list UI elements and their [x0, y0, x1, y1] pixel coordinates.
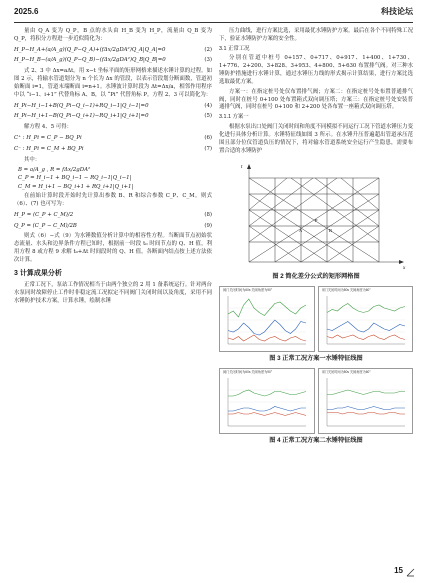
paragraph: 其中： [24, 156, 41, 163]
chart-title: 阀门关闭时间为60s 关阀角度为90° [223, 370, 273, 375]
equation-4: H_Pi−H_i−1+B(Q_Pi−Q_i−1)+RQ_i−1|Q_i−1|=0 (4) [14, 102, 212, 109]
series-line [327, 413, 405, 415]
series-line [228, 407, 306, 412]
figure-3 [219, 286, 413, 352]
characteristic-grid-diagram [219, 158, 413, 270]
chart-svg [222, 294, 310, 350]
paragraph: 分别在管道中桩号 0+157、0+717、0+917、1+400、1+730、1+776、2+200、3+828、3+953、4+800、5+630 布置排气阀。对三种水锤防护措施进行水锤计算，通过水锤压力线的形式揭示计算结果，进行方案比选选取最优方案。 [219, 55, 413, 85]
chart-panel [318, 286, 414, 352]
paragraph: 正常工况下，泵站工作情况相当于由两个独立的 2 用 1 备系统运行。针对两台水泵同时故障停止工作时非稳定流工况拟定不同阀门关闭时间以及角度，采用不同水锤防护技术方案，计算水锤，绘制水锤 [14, 281, 212, 304]
left-column [14, 28, 212, 307]
paragraph: 则式（6）−式（9）为水锤数值分析计算中的相容性方程。当断面节点初始状态流量、水头和边界条件方程已知时，根据前一时段 t₀ 时间节点的 Q、H 值，利用方程 8 或方程 9 求解 t₀+Δt 时间段时的 Q、H 值。各断面内结点按上述方法依次计算。 [14, 233, 212, 263]
series-line [327, 390, 405, 395]
figure-4-caption: 图 4 正常工况方案二水锤特征线图 [269, 437, 363, 445]
subsection-heading: 3.1.1 方案一 [219, 114, 249, 121]
issue-number: 2025.6 [14, 7, 39, 16]
series-line [327, 322, 405, 333]
subsection-heading: 3.1 正常工况 [219, 45, 250, 52]
series-line [327, 335, 405, 340]
axis-label-x: x [403, 266, 406, 271]
column-name: 科技论坛 [381, 7, 413, 16]
paragraph: 压力曲线，进行方案比选，采用最优水锤防护方案。最后在各个不同特殊工况下，验证水锤防护方案的安全性。 [219, 28, 413, 42]
equation-7: C⁻ : H_Pi = C_M + BQ_Pi (7) [14, 145, 212, 152]
equation-2: H_P−H_A+(a/A_g)(Q_P−Q_A)+(fΔx/2gDA²)Q_A|Q_A|=0 (2) [14, 46, 212, 53]
series-line [228, 335, 306, 341]
series-line [327, 407, 405, 410]
chart-svg [321, 376, 409, 432]
page-header [14, 6, 413, 18]
chart-title: 阀门关闭时间为60s 关阀角度为90° [223, 288, 273, 293]
equation-8: H_P = (C_P + C_M)/2 (8) [14, 211, 212, 218]
paragraph: 在前始计算时段开始时先计算出参数 B、R 和综合参数 C_P、C_M。则式（6）、(7) 也可写为： [14, 193, 212, 207]
node-label-p: P [315, 218, 318, 224]
header-rule [14, 22, 413, 23]
chart-title: 阀门关闭时间为80s 关阀角度为60° [321, 370, 371, 375]
chart-panel [318, 368, 414, 434]
paragraph: 解方程 4、5 可得： [24, 124, 73, 131]
equation-5: H_Pi−H_i+1−B(Q_Pi−Q_i+1)−RQ_i+1|Q_i+1|=0 (5) [14, 113, 212, 120]
rectangular-grid-figure [219, 158, 413, 270]
node-label-b: B [329, 228, 333, 234]
paragraph: 量由 Q_A 变为 Q_P，B 点的水头由 H_B 变为 H_P，流量由 Q_B 变为 Q_P，将积分方程进一步近似简化为： [14, 28, 212, 42]
figure-4 [219, 368, 413, 434]
page-number: 15 [394, 566, 403, 576]
paragraph: 根据水泵出口处阀门关闭时间和角度不同模拟不同运行工况下管道水锤压力变化进行具体分析计算。水锤特征线如图 3 所示。在水锤升压普遍超出管道承压范围且部分位仪管道负压的情况下，将对输水管道系统安全运行产生隐患，需要布置合适的水锤防护 [219, 124, 413, 154]
right-column [219, 28, 413, 450]
figure-3-caption: 图 3 正常工况方案一水锤特征线图 [269, 355, 363, 363]
series-line [228, 390, 306, 396]
equation-cp: C_P = H_i−1 + BQ_i−1 − RQ_i−1|Q_i−1| [18, 175, 132, 182]
chart-svg [222, 376, 310, 432]
axis-label-t: t [241, 165, 243, 171]
chart-panel [219, 368, 315, 434]
figure-2-caption: 图 2 简化差分公式的矩形网格图 [272, 273, 360, 281]
equation-6: C⁺ : H_Pi = C_P − BQ_Pi (6) [14, 135, 212, 142]
equation-9: Q_P = (C_P − C_M)/2B (9) [14, 222, 212, 229]
chart-panel [219, 286, 315, 352]
section-heading: 3 计算成果分析 [14, 269, 62, 277]
corner-mark-icon [406, 568, 415, 577]
equation-cm: C_M = H_i+1 − BQ_i+1 + RQ_i+1|Q_i+1| [18, 184, 134, 191]
equation-coefficients: B = a/A_g , R = fΔx/2gDA² [18, 166, 91, 173]
paragraph: 方案一：在指定桩号处仅布置排气阀；方案二：在指定桩号处布置普通排气阀，同时在桩号 0+100 处布置箱式双向调压塔；方案三：在指定桩号处安装普通排气阀，同时在桩号 0+100 和 2+200 处各布置一座箱式双向调压塔。 [219, 88, 413, 111]
node-label-a: A [299, 228, 303, 234]
chart-title: 阀门关闭时间为80s 关阀角度为60° [321, 288, 371, 293]
chart-svg [321, 294, 409, 350]
paragraph: 式 2、3 中 Δx=aΔt。用 x−t 坐标平面的矩形网格来描述水锤计算的过程。如图 2 示，将输水管道划分为 n 个长为 Δx 的管段，以表示管段划分断面数，管道初始断面 i=1，管道末端断面 i=n+1。水锤波计算时段为 Δt=Δx/a，相邻作用程序中以 “i−1、i+1” 代替角标 A、B，以 “Pi” 代替角标 P。方程 2、3 可以简化为： [14, 68, 212, 98]
series-line [228, 320, 306, 335]
equation-3: H_P−H_B−(a/A_g)(Q_P−Q_B)−(fΔx/2gDA²)Q_B|Q_B|=0 (3) [14, 57, 212, 64]
